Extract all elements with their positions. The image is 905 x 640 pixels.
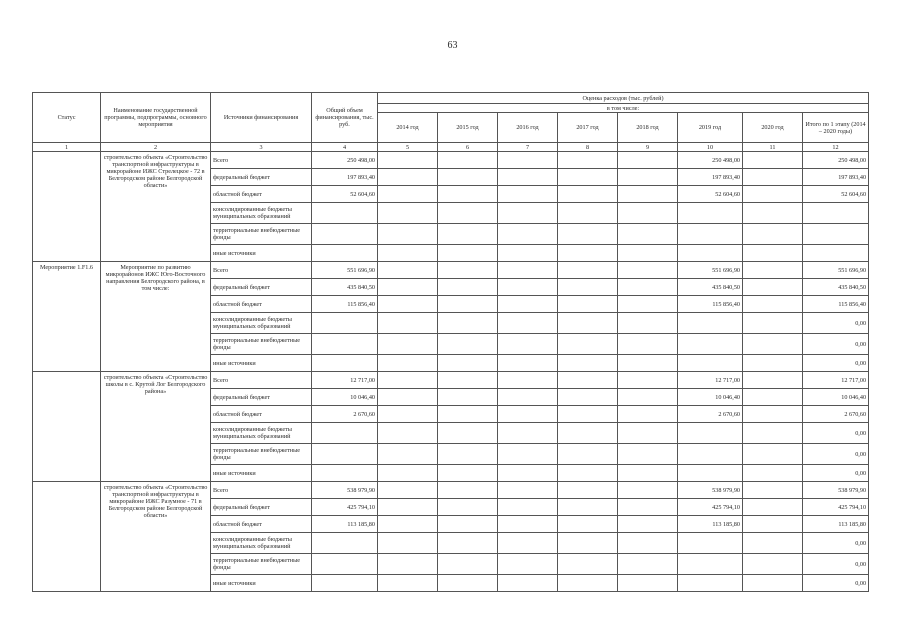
column-number: 12 xyxy=(803,143,869,152)
year-amount-cell xyxy=(618,152,678,169)
year-amount-cell xyxy=(743,169,803,186)
year-amount-cell xyxy=(558,406,618,423)
year-amount-cell xyxy=(498,245,558,262)
year-amount-cell xyxy=(438,575,498,592)
year-amount-cell xyxy=(438,444,498,465)
year-amount-cell xyxy=(743,372,803,389)
year-amount-cell xyxy=(743,203,803,224)
year-2019-amount-cell: 113 185,80 xyxy=(678,516,743,533)
funding-source-cell: иные источники xyxy=(211,245,312,262)
stage-total-cell: 435 840,50 xyxy=(803,279,869,296)
year-amount-cell xyxy=(618,169,678,186)
column-number: 11 xyxy=(743,143,803,152)
column-number: 8 xyxy=(558,143,618,152)
year-amount-cell xyxy=(743,279,803,296)
year-2019-amount-cell xyxy=(678,203,743,224)
year-amount-cell xyxy=(498,203,558,224)
total-amount-cell xyxy=(312,533,378,554)
total-amount-cell: 538 979,90 xyxy=(312,482,378,499)
year-amount-cell xyxy=(618,186,678,203)
year-amount-cell xyxy=(378,516,438,533)
year-amount-cell xyxy=(378,313,438,334)
stage-total-cell: 0,00 xyxy=(803,554,869,575)
stage-total-cell: 0,00 xyxy=(803,334,869,355)
year-2019-amount-cell xyxy=(678,224,743,245)
year-2019-amount-cell: 250 498,00 xyxy=(678,152,743,169)
year-amount-cell xyxy=(558,575,618,592)
funding-source-cell: иные источники xyxy=(211,465,312,482)
column-number: 6 xyxy=(438,143,498,152)
year-amount-cell xyxy=(618,533,678,554)
year-2019-amount-cell xyxy=(678,334,743,355)
column-number: 2 xyxy=(101,143,211,152)
column-number-row xyxy=(33,143,869,152)
year-amount-cell xyxy=(438,389,498,406)
year-amount-cell xyxy=(498,533,558,554)
year-amount-cell xyxy=(498,575,558,592)
stage-total-cell: 10 046,40 xyxy=(803,389,869,406)
status-cell: Мероприятие 1.F1.6 xyxy=(33,262,101,372)
funding-source-cell: областной бюджет xyxy=(211,186,312,203)
year-amount-cell xyxy=(438,203,498,224)
year-2019-amount-cell xyxy=(678,533,743,554)
total-amount-cell xyxy=(312,575,378,592)
year-amount-cell xyxy=(618,444,678,465)
funding-source-cell: областной бюджет xyxy=(211,296,312,313)
stage-total-cell xyxy=(803,245,869,262)
year-amount-cell xyxy=(618,334,678,355)
year-2019-amount-cell xyxy=(678,423,743,444)
year-2019-amount-cell xyxy=(678,355,743,372)
year-amount-cell xyxy=(618,499,678,516)
year-amount-cell xyxy=(618,465,678,482)
stage-total-cell: 197 893,40 xyxy=(803,169,869,186)
year-amount-cell xyxy=(378,296,438,313)
header-estimate: Оценка расходов (тыс. рублей) xyxy=(378,93,869,104)
year-amount-cell xyxy=(498,372,558,389)
funding-source-cell: иные источники xyxy=(211,575,312,592)
stage-total-cell: 0,00 xyxy=(803,533,869,554)
table-row xyxy=(33,482,869,499)
year-amount-cell xyxy=(438,423,498,444)
column-number: 9 xyxy=(618,143,678,152)
stage-total-cell: 250 498,00 xyxy=(803,152,869,169)
year-amount-cell xyxy=(558,262,618,279)
year-amount-cell xyxy=(438,279,498,296)
stage-total-cell: 52 604,60 xyxy=(803,186,869,203)
year-amount-cell xyxy=(438,334,498,355)
status-cell xyxy=(33,152,101,262)
funding-source-cell: консолидированные бюджеты муниципальных образований xyxy=(211,533,312,554)
year-2019-amount-cell: 52 604,60 xyxy=(678,186,743,203)
year-amount-cell xyxy=(378,499,438,516)
year-2019-amount-cell: 2 670,60 xyxy=(678,406,743,423)
total-amount-cell xyxy=(312,334,378,355)
header-year: 2019 год xyxy=(678,113,743,143)
year-2019-amount-cell xyxy=(678,245,743,262)
total-amount-cell: 435 840,50 xyxy=(312,279,378,296)
year-amount-cell xyxy=(618,516,678,533)
year-amount-cell xyxy=(498,152,558,169)
year-amount-cell xyxy=(618,203,678,224)
year-amount-cell xyxy=(743,482,803,499)
year-amount-cell xyxy=(743,465,803,482)
year-amount-cell xyxy=(378,575,438,592)
funding-source-cell: консолидированные бюджеты муниципальных образований xyxy=(211,423,312,444)
year-2019-amount-cell: 115 856,40 xyxy=(678,296,743,313)
year-amount-cell xyxy=(743,245,803,262)
year-amount-cell xyxy=(618,575,678,592)
year-2019-amount-cell: 551 696,90 xyxy=(678,262,743,279)
stage-total-cell: 0,00 xyxy=(803,423,869,444)
year-amount-cell xyxy=(618,313,678,334)
year-amount-cell xyxy=(618,406,678,423)
status-cell xyxy=(33,482,101,592)
year-amount-cell xyxy=(378,423,438,444)
year-amount-cell xyxy=(498,355,558,372)
year-amount-cell xyxy=(618,423,678,444)
year-amount-cell xyxy=(438,554,498,575)
year-amount-cell xyxy=(558,245,618,262)
year-amount-cell xyxy=(743,389,803,406)
year-amount-cell xyxy=(618,372,678,389)
year-amount-cell xyxy=(558,313,618,334)
year-2019-amount-cell xyxy=(678,313,743,334)
program-name-cell: строительство объекта «Строительство транспортной инфраструктуры в микрорайоне ИЖС Разумное - 71 в Белгородском районе Белгородской области» xyxy=(101,482,211,592)
year-amount-cell xyxy=(378,169,438,186)
year-amount-cell xyxy=(438,533,498,554)
year-amount-cell xyxy=(743,296,803,313)
year-amount-cell xyxy=(743,406,803,423)
stage-total-cell: 115 856,40 xyxy=(803,296,869,313)
header-year: 2014 год xyxy=(378,113,438,143)
column-number: 3 xyxy=(211,143,312,152)
year-amount-cell xyxy=(378,406,438,423)
total-amount-cell xyxy=(312,224,378,245)
year-amount-cell xyxy=(378,554,438,575)
year-amount-cell xyxy=(558,444,618,465)
year-amount-cell xyxy=(558,554,618,575)
funding-source-cell: территориальные внебюджетные фонды xyxy=(211,554,312,575)
column-number: 5 xyxy=(378,143,438,152)
year-2019-amount-cell xyxy=(678,465,743,482)
year-2019-amount-cell: 10 046,40 xyxy=(678,389,743,406)
year-amount-cell xyxy=(618,482,678,499)
total-amount-cell: 12 717,00 xyxy=(312,372,378,389)
year-amount-cell xyxy=(743,313,803,334)
funding-source-cell: Всего xyxy=(211,482,312,499)
year-amount-cell xyxy=(743,224,803,245)
year-amount-cell xyxy=(378,482,438,499)
header-name: Наименование государственной программы, подпрограммы, основного мероприятия xyxy=(101,93,211,143)
funding-source-cell: областной бюджет xyxy=(211,406,312,423)
year-amount-cell xyxy=(558,533,618,554)
year-amount-cell xyxy=(558,516,618,533)
stage-total-cell: 0,00 xyxy=(803,444,869,465)
year-amount-cell xyxy=(558,334,618,355)
header-total: Общий объем финансирования, тыс. руб. xyxy=(312,93,378,143)
funding-source-cell: Всего xyxy=(211,262,312,279)
funding-source-cell: консолидированные бюджеты муниципальных образований xyxy=(211,313,312,334)
year-amount-cell xyxy=(498,224,558,245)
year-amount-cell xyxy=(743,533,803,554)
funding-source-cell: областной бюджет xyxy=(211,516,312,533)
stage-total-cell xyxy=(803,224,869,245)
year-amount-cell xyxy=(498,296,558,313)
funding-source-cell: территориальные внебюджетные фонды xyxy=(211,334,312,355)
year-amount-cell xyxy=(618,389,678,406)
year-amount-cell xyxy=(498,423,558,444)
year-amount-cell xyxy=(378,372,438,389)
year-2019-amount-cell xyxy=(678,575,743,592)
year-amount-cell xyxy=(743,554,803,575)
year-amount-cell xyxy=(558,296,618,313)
year-amount-cell xyxy=(618,355,678,372)
status-cell xyxy=(33,372,101,482)
year-amount-cell xyxy=(378,203,438,224)
year-amount-cell xyxy=(438,516,498,533)
year-amount-cell xyxy=(558,186,618,203)
total-amount-cell xyxy=(312,355,378,372)
total-amount-cell xyxy=(312,245,378,262)
year-amount-cell xyxy=(438,499,498,516)
year-amount-cell xyxy=(743,444,803,465)
year-amount-cell xyxy=(618,296,678,313)
year-amount-cell xyxy=(558,499,618,516)
program-name-cell: строительство объекта «Строительство транспортной инфраструктуры в микрорайоне ИЖС Стрелецкое - 72 в Белгородском районе Белгородской области» xyxy=(101,152,211,262)
total-amount-cell: 113 185,80 xyxy=(312,516,378,533)
funding-source-cell: федеральный бюджет xyxy=(211,169,312,186)
year-amount-cell xyxy=(438,372,498,389)
year-amount-cell xyxy=(743,334,803,355)
total-amount-cell: 250 498,00 xyxy=(312,152,378,169)
stage-total-cell: 425 794,10 xyxy=(803,499,869,516)
program-name-cell: Мероприятие по развитию микрорайонов ИЖС Юго-Восточного направления Белгородского района, в том числе: xyxy=(101,262,211,372)
year-2019-amount-cell: 425 794,10 xyxy=(678,499,743,516)
year-amount-cell xyxy=(558,169,618,186)
year-amount-cell xyxy=(498,389,558,406)
year-amount-cell xyxy=(498,313,558,334)
table-body xyxy=(33,152,869,592)
year-amount-cell xyxy=(498,444,558,465)
total-amount-cell: 10 046,40 xyxy=(312,389,378,406)
year-amount-cell xyxy=(498,186,558,203)
year-amount-cell xyxy=(378,279,438,296)
year-amount-cell xyxy=(558,482,618,499)
page-number: 63 xyxy=(447,40,458,51)
funding-source-cell: территориальные внебюджетные фонды xyxy=(211,224,312,245)
stage-total-cell: 551 696,90 xyxy=(803,262,869,279)
year-amount-cell xyxy=(438,262,498,279)
year-amount-cell xyxy=(558,279,618,296)
column-number: 4 xyxy=(312,143,378,152)
year-2019-amount-cell: 197 893,40 xyxy=(678,169,743,186)
year-amount-cell xyxy=(498,499,558,516)
year-amount-cell xyxy=(558,203,618,224)
year-amount-cell xyxy=(743,499,803,516)
header-incl: в том числе: xyxy=(378,104,869,113)
total-amount-cell xyxy=(312,313,378,334)
funding-source-cell: федеральный бюджет xyxy=(211,279,312,296)
year-amount-cell xyxy=(498,465,558,482)
table-row xyxy=(33,152,869,169)
year-amount-cell xyxy=(378,224,438,245)
year-amount-cell xyxy=(498,169,558,186)
year-amount-cell xyxy=(558,465,618,482)
stage-total-cell: 12 717,00 xyxy=(803,372,869,389)
year-amount-cell xyxy=(438,482,498,499)
year-amount-cell xyxy=(378,355,438,372)
total-amount-cell xyxy=(312,554,378,575)
funding-source-cell: Всего xyxy=(211,372,312,389)
year-amount-cell xyxy=(378,186,438,203)
year-amount-cell xyxy=(618,262,678,279)
stage-total-cell: 538 979,90 xyxy=(803,482,869,499)
year-amount-cell xyxy=(438,313,498,334)
stage-total-cell: 0,00 xyxy=(803,465,869,482)
year-amount-cell xyxy=(498,516,558,533)
header-year: 2015 год xyxy=(438,113,498,143)
year-2019-amount-cell: 538 979,90 xyxy=(678,482,743,499)
year-2019-amount-cell xyxy=(678,444,743,465)
stage-total-cell xyxy=(803,203,869,224)
total-amount-cell: 425 794,10 xyxy=(312,499,378,516)
header-year: 2017 год xyxy=(558,113,618,143)
table-row xyxy=(33,372,869,389)
total-amount-cell xyxy=(312,444,378,465)
year-amount-cell xyxy=(438,245,498,262)
year-amount-cell xyxy=(558,152,618,169)
total-amount-cell: 52 604,60 xyxy=(312,186,378,203)
column-number: 10 xyxy=(678,143,743,152)
stage-total-cell: 0,00 xyxy=(803,575,869,592)
year-2019-amount-cell: 435 840,50 xyxy=(678,279,743,296)
funding-source-cell: федеральный бюджет xyxy=(211,389,312,406)
stage-total-cell: 2 670,60 xyxy=(803,406,869,423)
year-2019-amount-cell: 12 717,00 xyxy=(678,372,743,389)
year-amount-cell xyxy=(438,355,498,372)
total-amount-cell xyxy=(312,465,378,482)
funding-source-cell: федеральный бюджет xyxy=(211,499,312,516)
year-amount-cell xyxy=(378,533,438,554)
year-amount-cell xyxy=(618,554,678,575)
year-amount-cell xyxy=(438,296,498,313)
year-amount-cell xyxy=(378,245,438,262)
budget-table xyxy=(32,92,869,592)
header-year: 2016 год xyxy=(498,113,558,143)
year-amount-cell xyxy=(378,389,438,406)
total-amount-cell: 2 670,60 xyxy=(312,406,378,423)
year-amount-cell xyxy=(743,516,803,533)
funding-source-cell: территориальные внебюджетные фонды xyxy=(211,444,312,465)
year-amount-cell xyxy=(558,389,618,406)
year-amount-cell xyxy=(743,423,803,444)
year-amount-cell xyxy=(558,355,618,372)
year-amount-cell xyxy=(618,245,678,262)
header-year: 2020 год xyxy=(743,113,803,143)
column-number: 7 xyxy=(498,143,558,152)
year-amount-cell xyxy=(558,423,618,444)
header-status: Статус xyxy=(33,93,101,143)
total-amount-cell xyxy=(312,203,378,224)
total-amount-cell: 551 696,90 xyxy=(312,262,378,279)
total-amount-cell: 197 893,40 xyxy=(312,169,378,186)
year-amount-cell xyxy=(378,444,438,465)
table-row xyxy=(33,262,869,279)
year-amount-cell xyxy=(498,334,558,355)
stage-total-cell: 0,00 xyxy=(803,313,869,334)
year-amount-cell xyxy=(438,152,498,169)
funding-source-cell: иные источники xyxy=(211,355,312,372)
year-amount-cell xyxy=(558,372,618,389)
year-amount-cell xyxy=(438,224,498,245)
year-amount-cell xyxy=(743,262,803,279)
header-sources: Источники финансирования xyxy=(211,93,312,143)
year-amount-cell xyxy=(743,575,803,592)
year-amount-cell xyxy=(438,406,498,423)
header-stage-total: Итого по 1 этапу (2014 – 2020 годы) xyxy=(803,113,869,143)
funding-source-cell: консолидированные бюджеты муниципальных образований xyxy=(211,203,312,224)
year-amount-cell xyxy=(498,279,558,296)
stage-total-cell: 113 185,80 xyxy=(803,516,869,533)
year-amount-cell xyxy=(438,465,498,482)
column-number: 1 xyxy=(33,143,101,152)
funding-source-cell: Всего xyxy=(211,152,312,169)
total-amount-cell xyxy=(312,423,378,444)
year-2019-amount-cell xyxy=(678,554,743,575)
header-year: 2018 год xyxy=(618,113,678,143)
year-amount-cell xyxy=(743,186,803,203)
year-amount-cell xyxy=(618,224,678,245)
year-amount-cell xyxy=(438,169,498,186)
program-name-cell: строительство объекта «Строительство школы в с. Крутой Лог Белгородского района» xyxy=(101,372,211,482)
year-amount-cell xyxy=(743,152,803,169)
year-amount-cell xyxy=(378,152,438,169)
year-amount-cell xyxy=(378,334,438,355)
year-amount-cell xyxy=(743,355,803,372)
year-amount-cell xyxy=(618,279,678,296)
total-amount-cell: 115 856,40 xyxy=(312,296,378,313)
year-amount-cell xyxy=(558,224,618,245)
year-amount-cell xyxy=(378,465,438,482)
year-amount-cell xyxy=(498,406,558,423)
year-amount-cell xyxy=(498,262,558,279)
year-amount-cell xyxy=(378,262,438,279)
year-amount-cell xyxy=(498,554,558,575)
year-amount-cell xyxy=(498,482,558,499)
stage-total-cell: 0,00 xyxy=(803,355,869,372)
year-amount-cell xyxy=(438,186,498,203)
